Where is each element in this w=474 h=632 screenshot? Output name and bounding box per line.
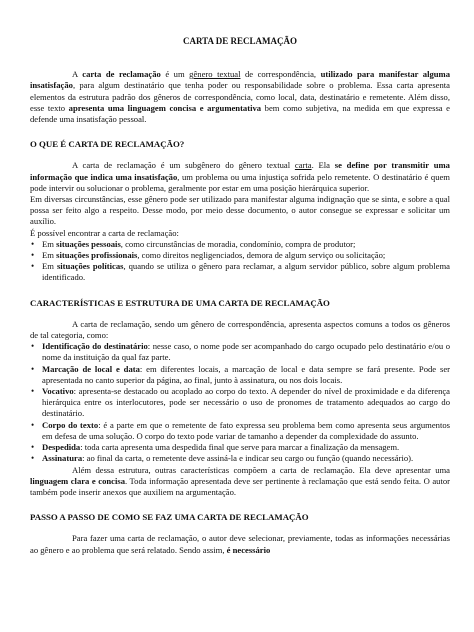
intro-bold-term: carta de reclamação [82, 69, 161, 80]
intro-text: bem como subjetiva, na medida em que expressa e defende uma insatisfação pessoal. [30, 102, 450, 125]
list-item [42, 261, 450, 283]
list-bold: situações profissionais [56, 250, 138, 261]
list-item [42, 364, 450, 386]
para-text: A carta de reclamação é um subgênero do gênero textual [72, 160, 295, 171]
section3-paragraph [30, 533, 450, 555]
list-text: Em [42, 250, 57, 261]
section1-paragraph-2: Em diversas circunstâncias, esse gênero pode ser utilizado para manifestar alguma indignação que se sinta, e sobre a qual possa ser feito algo a respeito. Desse modo, por meio desse documento, o autor consegue se expressar e solicitar um auxílio. [30, 194, 450, 227]
list-bold: Assinatura [42, 453, 83, 464]
list-bold: Despedida [42, 442, 81, 453]
intro-text: A [72, 69, 83, 80]
intro-paragraph [30, 69, 450, 125]
document-title: CARTA DE RECLAMAÇÃO [182, 36, 298, 46]
list-text: : apresenta-se destacado ou acoplado ao corpo do texto. A depender do nível de proximidade e da diferença hierárquica entre os interlocutores, pode ser necessário o uso de pronomes de tratamento adequados ao cargo do destinatário. [42, 386, 450, 419]
list-item [42, 420, 450, 442]
para-text: , um problema ou uma injustiça sofrida pelo remetente. O destinatário é quem pode intervir ou solucionar o problema, geralmente por estar em uma posição hierárquica superior. [30, 171, 450, 193]
list-text: : toda carta apresenta uma despedida final que serve para marcar a finalização da mensagem. [80, 442, 400, 453]
section1-paragraph [30, 160, 450, 194]
intro-bold-phrase: utilizado para manifestar alguma insatisfação [30, 69, 451, 91]
section-heading-step-by-step: PASSO A PASSO DE COMO SE FAZ UMA CARTA DE RECLAMAÇÃO [30, 512, 309, 523]
list-bold: situações políticas [56, 261, 124, 272]
intro-text: de correspondência, [240, 69, 321, 80]
para-text: . Ela [311, 160, 335, 171]
para-text: Para fazer uma carta de reclamação, o autor deve selecionar, previamente, todas as informações necessárias ao gênero e ao problema que será relatado. Sendo assim, [30, 533, 450, 555]
intro-bold-phrase: apresenta uma linguagem concisa e argumentativa [68, 102, 262, 113]
list-item [42, 442, 450, 453]
list-bold: situações pessoais [56, 238, 121, 249]
list-text: , como direitos negligenciados, demora de algum serviço ou solicitação; [137, 250, 386, 261]
para-bold: linguagem clara e concisa [30, 475, 125, 486]
list-bold: Marcação de local e data [42, 363, 140, 374]
list-item [42, 386, 450, 420]
list-item [42, 453, 450, 464]
section2-paragraph: A carta de reclamação, sendo um gênero de correspondência, apresenta aspectos comuns a todos os gêneros de tal categoria, como: [30, 318, 450, 341]
list-item [42, 239, 450, 250]
structure-list [30, 341, 450, 464]
section2-paragraph-2 [30, 465, 450, 499]
carta-link[interactable]: carta [294, 160, 312, 171]
list-text: : é a parte em que o remetente de fato expressa seu problema bem como apresenta seus argumentos em defesa de uma solução. O corpo do texto pode variar de tamanho a depender da complexidade do assunto. [42, 419, 450, 441]
list-bold: Identificação do destinatário [42, 341, 148, 352]
section1-paragraph-3: É possível encontrar a carta de reclamação: [30, 227, 179, 238]
list-bold: Corpo do texto [42, 419, 99, 430]
intro-text: , para algum destinatário que tenha poder ou responsabilidade sobre o problema. Essa carta apresenta elementos da estrutura padrão dos gêneros de correspondência, como local, data, destinatário e remetente. Além disso, esse texto [30, 80, 450, 113]
list-item [42, 341, 450, 363]
genero-textual-link[interactable]: gênero textual [189, 69, 241, 80]
list-text: Em [42, 261, 57, 272]
para-bold: se define por transmitir uma informação que indica uma insatisfação [30, 160, 450, 182]
para-text: Além dessa estrutura, outras características compõem a carta de reclamação. Ela deve apresentar uma [72, 464, 450, 475]
list-item [42, 250, 450, 261]
intro-text: é um [160, 69, 190, 80]
section-heading-characteristics: CARACTERÍSTICAS E ESTRUTURA DE UMA CARTA DE RECLAMAÇÃO [30, 297, 330, 308]
list-text: , quando se utiliza o gênero para reclamar, a algum servidor público, sobre algum problema identificado. [42, 261, 450, 283]
list-text: : nesse caso, o nome pode ser acompanhado do cargo ocupado pelo destinatário e/ou o nome da instituição da qual faz parte. [42, 341, 451, 363]
para-bold: é necessário [226, 544, 271, 555]
situations-list [30, 239, 450, 284]
list-text: : ao final da carta, o remetente deve assiná-la e indicar seu cargo ou função (quando necessário). [82, 453, 414, 464]
list-text: Em [42, 238, 57, 249]
section-heading-what-is: O QUE É CARTA DE RECLAMAÇÃO? [30, 139, 185, 150]
para-text: . Toda informação apresentada deve ser pertinente à reclamação que está sendo feita. O autor também pode inserir anexos que auxiliem na argumentação. [30, 475, 450, 497]
list-bold: Vocativo [42, 386, 74, 397]
list-text: , como circunstâncias de moradia, condomínio, compra de produtor; [120, 238, 356, 249]
list-text: : em diferentes locais, a marcação de local e data sempre se fará presente. Pode ser apresentada no canto superior da página, ao final, junto à assinatura, ou nos dois locais. [42, 363, 450, 385]
